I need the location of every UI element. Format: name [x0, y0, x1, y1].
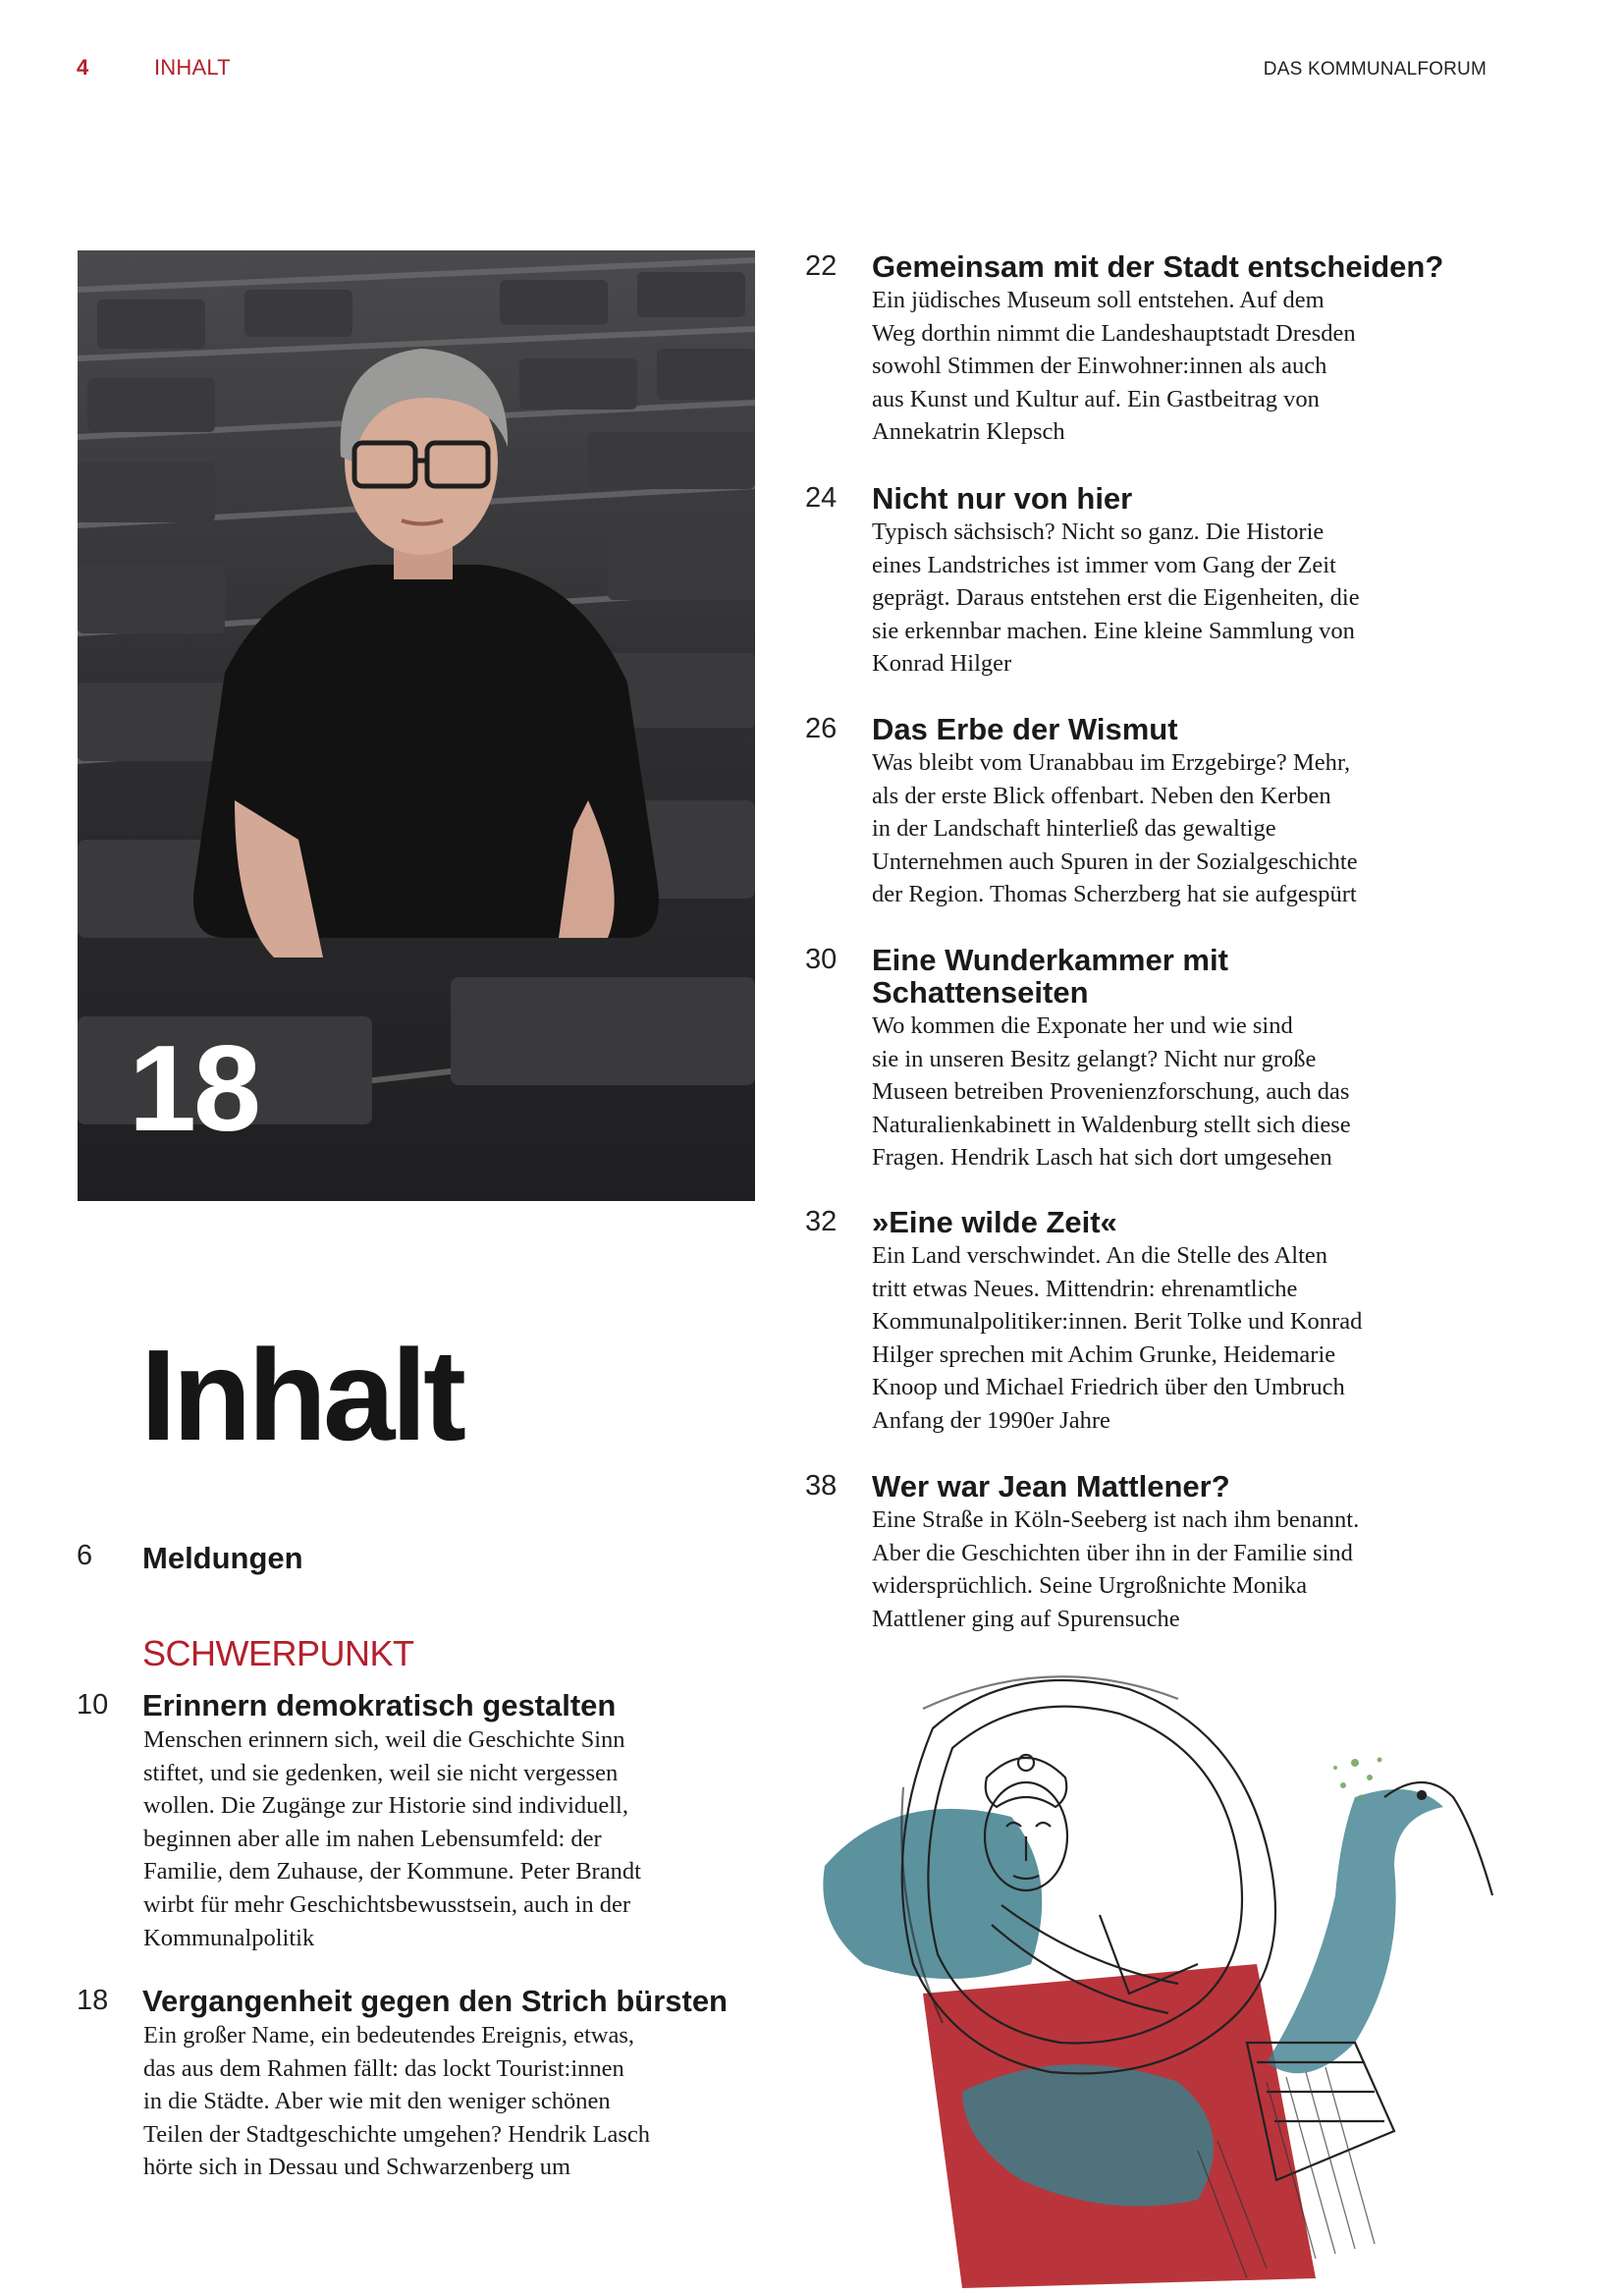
toc-description: Ein jüdisches Museum soll entstehen. Auf dem Weg dorthin nimmt die Landeshauptstadt Dresden sowohl Stimmen der Einwohner:innen als auch aus Kunst und Kultur auf. Ein Gastbeitrag von Annekatrin Klepsch — [872, 287, 1356, 446]
toc-title: Vergangenheit gegen den Strich bürsten — [142, 1984, 728, 2018]
toc-entry-38[interactable] — [805, 1468, 1492, 1645]
sarcophagus-illustration — [805, 1669, 1591, 2288]
toc-description: Typisch sächsisch? Nicht so ganz. Die Historie eines Landstriches ist immer vom Gang der Zeit geprägt. Daraus entstehen erst die Eigenheiten, die sie erkennbar machen. Eine kleine Sammlung von Konrad Hilger — [872, 519, 1360, 678]
toc-title: Eine Wunderkammer mit Schattenseiten — [872, 943, 1228, 1010]
toc-title: Wer war Jean Mattlener? — [872, 1469, 1230, 1503]
toc-page-number: 32 — [805, 1206, 838, 1237]
toc-entry-10[interactable] — [77, 1687, 754, 1952]
toc-page-number: 10 — [77, 1689, 109, 1721]
toc-title: Meldungen — [142, 1541, 303, 1575]
toc-page-number: 38 — [805, 1470, 838, 1502]
toc-page-number: 24 — [805, 482, 838, 514]
section-label: INHALT — [154, 55, 231, 80]
toc-entry-meldungen[interactable] — [77, 1538, 744, 1577]
toc-description: Wo kommen die Exponate her und wie sind sie in unseren Besitz gelangt? Nicht nur große Museen betreiben Provenienzforschung, auch das Naturalienkabinett in Waldenburg stellt sich diese Fragen. Hendrik Lasch hat sich dort umgesehen — [872, 1012, 1351, 1172]
toc-description: Menschen erinnern sich, weil die Geschichte Sinn stiftet, und sie gedenken, weil sie nicht vergessen wollen. Die Zugänge zur Historie sind individuell, beginnen aber alle im nahen Lebensumfeld: der Familie, dem Zuhause, der Kommune. Peter Brandt wirbt für mehr Geschichtsbewusstsein, auch in der Kommunalpolitik — [143, 1726, 641, 1951]
cover-photo[interactable] — [78, 250, 755, 1201]
toc-description: Eine Straße in Köln-Seeberg ist nach ihm benannt. Aber die Geschichten über ihn in der Familie sind widersprüchlich. Seine Urgroßnichte Monika Mattlener ging auf Spurensuche — [872, 1506, 1360, 1632]
toc-title: »Eine wilde Zeit« — [872, 1205, 1117, 1239]
toc-entry-22[interactable] — [805, 248, 1492, 450]
photo-page-number: 18 — [129, 1021, 258, 1157]
toc-title: Das Erbe der Wismut — [872, 712, 1178, 746]
toc-page-number: 30 — [805, 944, 838, 975]
toc-entry-18[interactable] — [77, 1983, 754, 2189]
sketch-illustration — [805, 1669, 1591, 2288]
section-heading: SCHWERPUNKT — [142, 1633, 414, 1673]
toc-entry-24[interactable] — [805, 480, 1492, 682]
toc-page-number: 22 — [805, 250, 838, 282]
toc-page-number: 6 — [77, 1540, 93, 1571]
toc-description: Ein großer Name, ein bedeutendes Ereignis, etwas, das aus dem Rahmen fällt: das lockt Tourist:innen in die Städte. Aber wie mit den weniger schönen Teilen der Stadtgeschichte umgehen? Hendrik Lasch hörte sich in Dessau und Schwarzenberg um — [143, 2022, 650, 2181]
toc-title: Erinnern demokratisch gestalten — [142, 1688, 617, 1722]
magazine-name: DAS KOMMUNALFORUM — [1263, 59, 1487, 80]
toc-title: Gemeinsam mit der Stadt entscheiden? — [872, 249, 1444, 284]
toc-title: Nicht nur von hier — [872, 481, 1133, 516]
toc-description: Was bleibt vom Uranabbau im Erzgebirge? Mehr, als der erste Blick offenbart. Neben den Kerben in der Landschaft hinterließ das gewaltige Unternehmen auch Spuren in der Sozialgeschichte der Region. Thomas Scherzberg hat sie aufgespürt — [872, 749, 1358, 908]
toc-entry-26[interactable] — [805, 711, 1492, 912]
toc-page-number: 18 — [77, 1985, 109, 2016]
toc-entry-32[interactable] — [805, 1204, 1492, 1440]
toc-description: Ein Land verschwindet. An die Stelle des Alten tritt etwas Neues. Mittendrin: ehrenamtliche Kommunalpolitiker:innen. Berit Tolke und Konrad Hilger sprechen mit Achim Grunke, Heidemarie Knoop und Michael Friedrich über den Umbruch Anfang der 1990er Jahre — [872, 1242, 1363, 1434]
page-number: 4 — [77, 55, 89, 80]
page-title: Inhalt — [140, 1323, 462, 1467]
toc-entry-30[interactable] — [805, 942, 1492, 1177]
toc-page-number: 26 — [805, 713, 838, 744]
